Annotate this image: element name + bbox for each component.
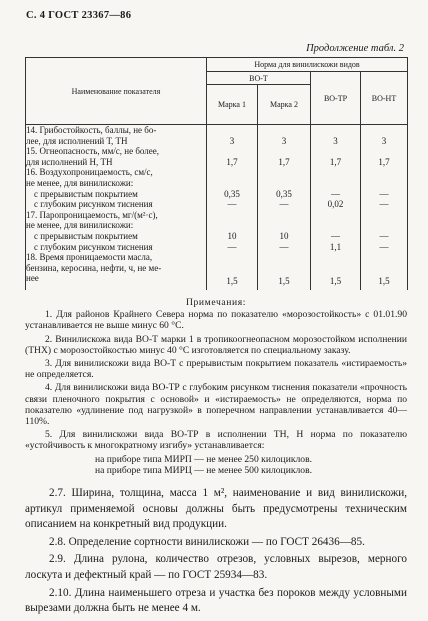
clauses-section	[25, 486, 407, 619]
row-label-line: 17. Паропроницаемость, мг/(м²·с),	[26, 209, 158, 220]
cell-value: 1,1	[329, 241, 342, 252]
cell-value: 10	[227, 230, 237, 241]
specs-table	[25, 57, 408, 290]
row-label-line: не менее, для винилискожи:	[26, 220, 134, 231]
clause-2-10: 2.10. Длина наименьшего отреза и участка без пороков между условными вырезами должна быть не менее 4 м.	[25, 586, 407, 615]
row-label-line: с глубоким рисунком тиснения	[34, 241, 153, 252]
cell-value: —	[279, 199, 289, 210]
row-label-line: 14. Грибостойкость, баллы, не бо-	[26, 125, 157, 135]
note-item: 1. Для районов Крайнего Севера норма по показателю «морозостойкость» с 01.01.90 устанавливается не выше минус 60 °С.	[25, 309, 407, 332]
clause-2-9: 2.9. Длина рулона, количество отрезов, условных вырезов, мерного лоскута и дефектный край — по ГОСТ 25934—83.	[25, 553, 407, 581]
col-header-vo-t: ВО-Т	[207, 72, 311, 85]
cell-value: 0,35	[276, 188, 292, 199]
cell-value: 1,5	[226, 276, 238, 287]
cell-value: 3	[333, 135, 338, 146]
cell-value: 3	[381, 135, 387, 146]
cell-value: 1,5	[329, 276, 342, 287]
cell-value: —	[379, 188, 389, 199]
row-label-line: с глубоким рисунком тиснения	[34, 199, 153, 210]
cell-value: —	[279, 241, 289, 252]
row-label-line: нее	[26, 273, 39, 284]
note-sub-item: на приборе типа МИРЦ — не менее 500 килоциклов.	[95, 464, 312, 476]
cell-value: —	[227, 199, 237, 210]
cell-value: 1,7	[329, 156, 342, 167]
note-sub-item: на приборе типа МИРП — не менее 250 килоциклов.	[95, 453, 312, 465]
note-item: 5. Для винилискожи вида ВО-ТР в исполнении ТН, Н норма по показателю «устойчивость к многократному изгибу» устанавливается:	[25, 429, 407, 452]
col-header-norm-group: Норма для винилискожи видов	[207, 58, 408, 72]
cell-value: 10	[279, 230, 289, 241]
note-item: 4. Для винилискожи вида ВО-ТР с глубоким рисунком тиснения показатели «прочность связи пленочного покрытия с основой» и «истираемость» не определяются, норма по показателю «удлинение под нагрузкой» в поперечном направлении устанавливается 40—110%.	[25, 382, 407, 428]
cell-value: 3	[281, 135, 287, 146]
table-row	[26, 252, 408, 290]
table-row	[26, 167, 408, 209]
row-label-line: не менее, для винилискожи:	[26, 177, 134, 188]
cell-value: 0,02	[327, 199, 344, 210]
table-row	[26, 146, 408, 167]
row-label-line: 18. Время проницаемости масла,	[26, 252, 153, 263]
cell-value: 1,5	[378, 276, 390, 287]
cell-value: 1,7	[226, 156, 238, 167]
row-label-line: 15. Огнеопасность, мм/с, не более,	[26, 146, 160, 157]
row-label-line: с прерывистым покрытием	[34, 188, 138, 199]
cell-value: —	[379, 199, 389, 210]
table-continuation-label: Продолжение табл. 2	[306, 43, 404, 54]
note-item: 2. Винилискожа вида ВО-Т марки 1 в тропикоогнеопасном морозостойком исполнении (ТНХ) с морозостойкостью минус 40 °С изготовляется по специальному заказу.	[25, 333, 407, 356]
cell-value: —	[379, 241, 389, 252]
col-header-vo-tr: ВО-ТР	[311, 72, 361, 125]
cell-value: —	[331, 230, 340, 241]
row-label-line: 16. Воздухопроницаемость, см/с,	[26, 167, 153, 178]
col-header-name: Наименование показателя	[26, 58, 207, 125]
notes-section	[25, 297, 407, 476]
clause-2-8: 2.8. Определение сортности винилискожи — по ГОСТ 26436—85.	[49, 535, 365, 548]
cell-value: 1,5	[278, 276, 290, 287]
table-row	[26, 210, 408, 252]
cell-value: 1,7	[278, 156, 290, 167]
row-label-line: с прерывистым покрытием	[34, 230, 138, 241]
col-header-vo-nt: ВО-НТ	[361, 72, 408, 125]
note-item: 3. Для винилискожи вида ВО-Т с прерывистым покрытием показатель «истираемость» не определяется.	[25, 358, 407, 381]
page-header: С. 4 ГОСТ 23367—86	[26, 10, 132, 21]
cell-value: —	[379, 230, 389, 241]
row-label-line: для исполнений Н, ТН	[26, 156, 113, 167]
cell-value: —	[227, 241, 237, 252]
table-row	[26, 125, 408, 147]
cell-value: 0,35	[224, 188, 240, 199]
cell-value: 1,7	[378, 156, 390, 167]
cell-value: —	[331, 188, 340, 199]
col-header-mark-1: Марка 1	[207, 85, 258, 125]
row-label-line: лее, для исполнений Т, ТН	[26, 135, 128, 146]
clause-2-7: 2.7. Ширина, толщина, масса 1 м², наименование и вид винилискожи, артикул применяемой основы должны быть предусмотрены техническим описанием на конкретный вид продукции.	[25, 487, 407, 531]
row-label-line: бензина, керосина, нефти, ч, не ме-	[26, 262, 162, 273]
col-header-mark-2: Марка 2	[258, 85, 311, 125]
notes-title: Примечания:	[186, 297, 246, 308]
cell-value: 3	[229, 135, 235, 146]
